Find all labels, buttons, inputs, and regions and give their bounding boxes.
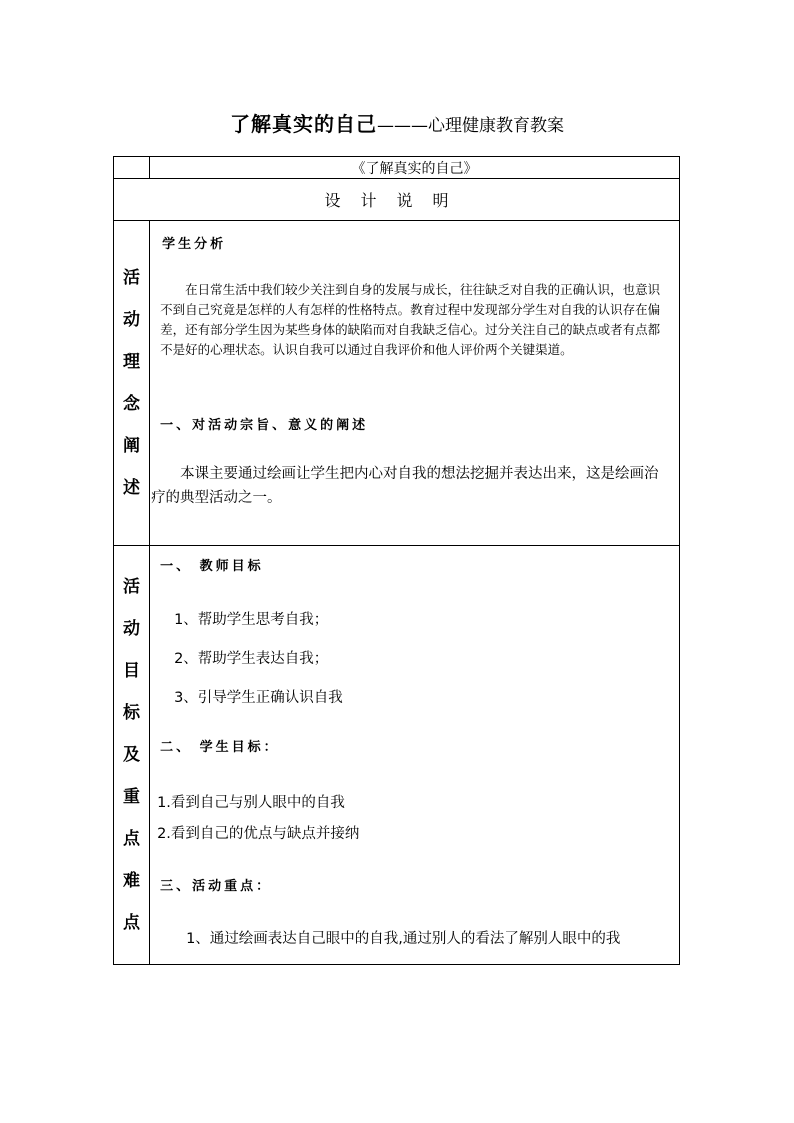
title-dash: ——— <box>377 116 428 136</box>
goals-label-cell <box>114 546 150 965</box>
concept-label: 活动理念阐述 <box>123 268 141 498</box>
concept-body-cell <box>150 221 680 546</box>
table-row-title <box>114 157 680 179</box>
teacher-goal-item: 3、引导学生正确认识自我 <box>174 690 343 706</box>
design-header: 设计说明 <box>114 179 680 221</box>
lesson-title-cell: 《了解真实的自己》 <box>150 157 680 179</box>
student-analysis-text: 在日常生活中我们较少关注到自身的发展与成长，往往缺乏对自我的正确认识，也意识不到自己究竟是怎样的人有怎样的性格特点。教育过程中发现部分学生对自我的认识存在偏差，还有部分学生因为某些身体的缺陷而对自我缺乏信心。过分关注自己的缺点或者有点都不是好的心理状态。认识自我可以通过自我评价和他人评价两个关键渠道。 <box>160 282 661 357</box>
empty-label-cell <box>114 157 150 179</box>
purpose-heading: 一、对活动宗旨、意义的阐述 <box>160 418 369 433</box>
student-goal-item: 1.看到自己与别人眼中的自我 <box>157 795 345 811</box>
teacher-goal-item: 2、帮助学生表达自我； <box>174 651 329 667</box>
student-goals-heading: 二、 学生目标： <box>160 740 280 755</box>
teacher-goals-heading: 一、 教师目标 <box>160 559 264 574</box>
concept-label-cell <box>114 221 150 546</box>
goals-body-cell <box>150 546 680 965</box>
page-title <box>0 108 794 137</box>
table-row-design <box>114 179 680 221</box>
title-subtitle: 心理健康教育教案 <box>428 116 564 136</box>
focus-heading: 三、活动重点： <box>160 879 273 894</box>
lesson-plan-table <box>113 156 680 965</box>
focus-item: 1、通过绘画表达自己眼中的自我,通过别人的看法了解别人眼中的我 <box>186 931 621 947</box>
student-goal-item: 2.看到自己的优点与缺点并接纳 <box>157 826 360 842</box>
table-row-goals <box>114 546 680 965</box>
teacher-goal-item: 1、帮助学生思考自我； <box>174 612 329 628</box>
title-main: 了解真实的自己 <box>230 112 377 136</box>
student-analysis-heading: 学生分析 <box>162 237 227 252</box>
table-row-concept <box>114 221 680 546</box>
purpose-text: 本课主要通过绘画让学生把内心对自我的想法挖掘并表达出来，这是绘画治疗的典型活动之一。 <box>151 466 659 506</box>
goals-label: 活动目标及重点难点 <box>123 577 141 933</box>
